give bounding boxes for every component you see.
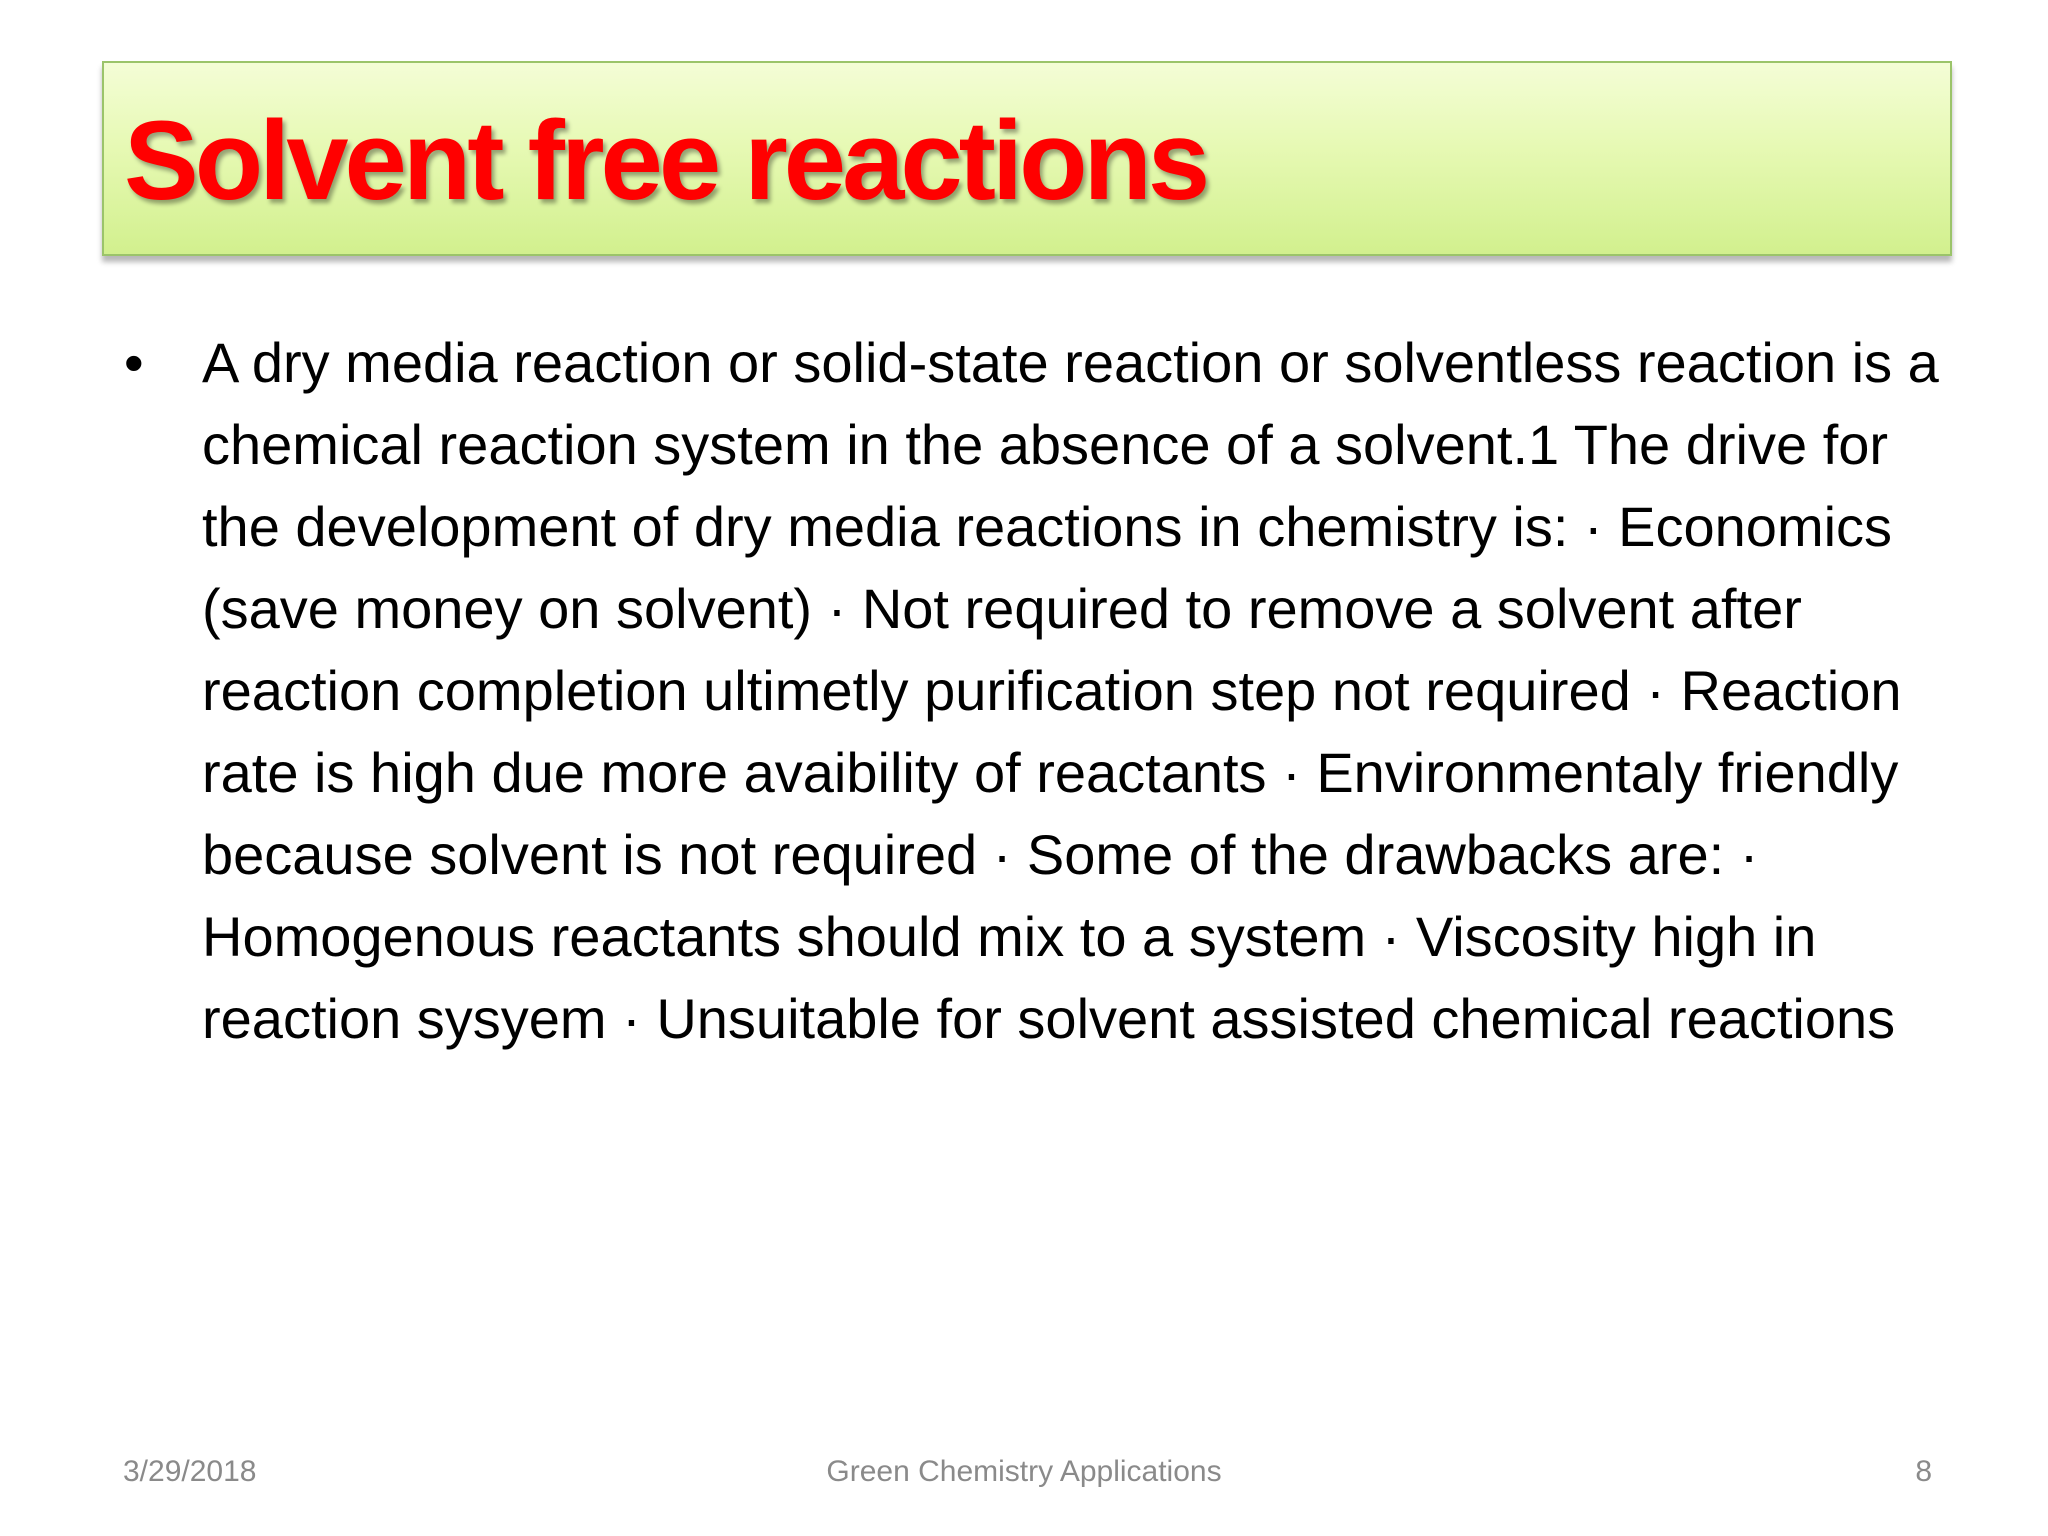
- slide-title: Solvent free reactions: [124, 98, 1207, 223]
- slide-content: [120, 322, 1940, 1060]
- footer-page-number: 8: [1915, 1455, 1932, 1488]
- title-box: [102, 61, 1952, 256]
- footer-title: Green Chemistry Applications: [826, 1455, 1222, 1488]
- bullet-item: [120, 322, 1940, 1060]
- bullet-icon: •: [124, 331, 144, 394]
- bullet-text: A dry media reaction or solid-state reaction or solventless reaction is a chemical reaction system in the absence of a solvent.1 The drive for the development of dry media reactions in chemistry is: · Economics (save money on solvent) · Not required to remove a solvent after reaction completion ultimetly purification step not required · Reaction rate is high due more avaibility of reactants · Environmentaly friendly because solvent is not required · Some of the drawbacks are: · Homogenous reactants should mix to a system · Viscosity high in reaction sysyem · Unsuitable for solvent assisted chemical reactions: [202, 331, 1939, 1050]
- footer-date: 3/29/2018: [123, 1455, 257, 1488]
